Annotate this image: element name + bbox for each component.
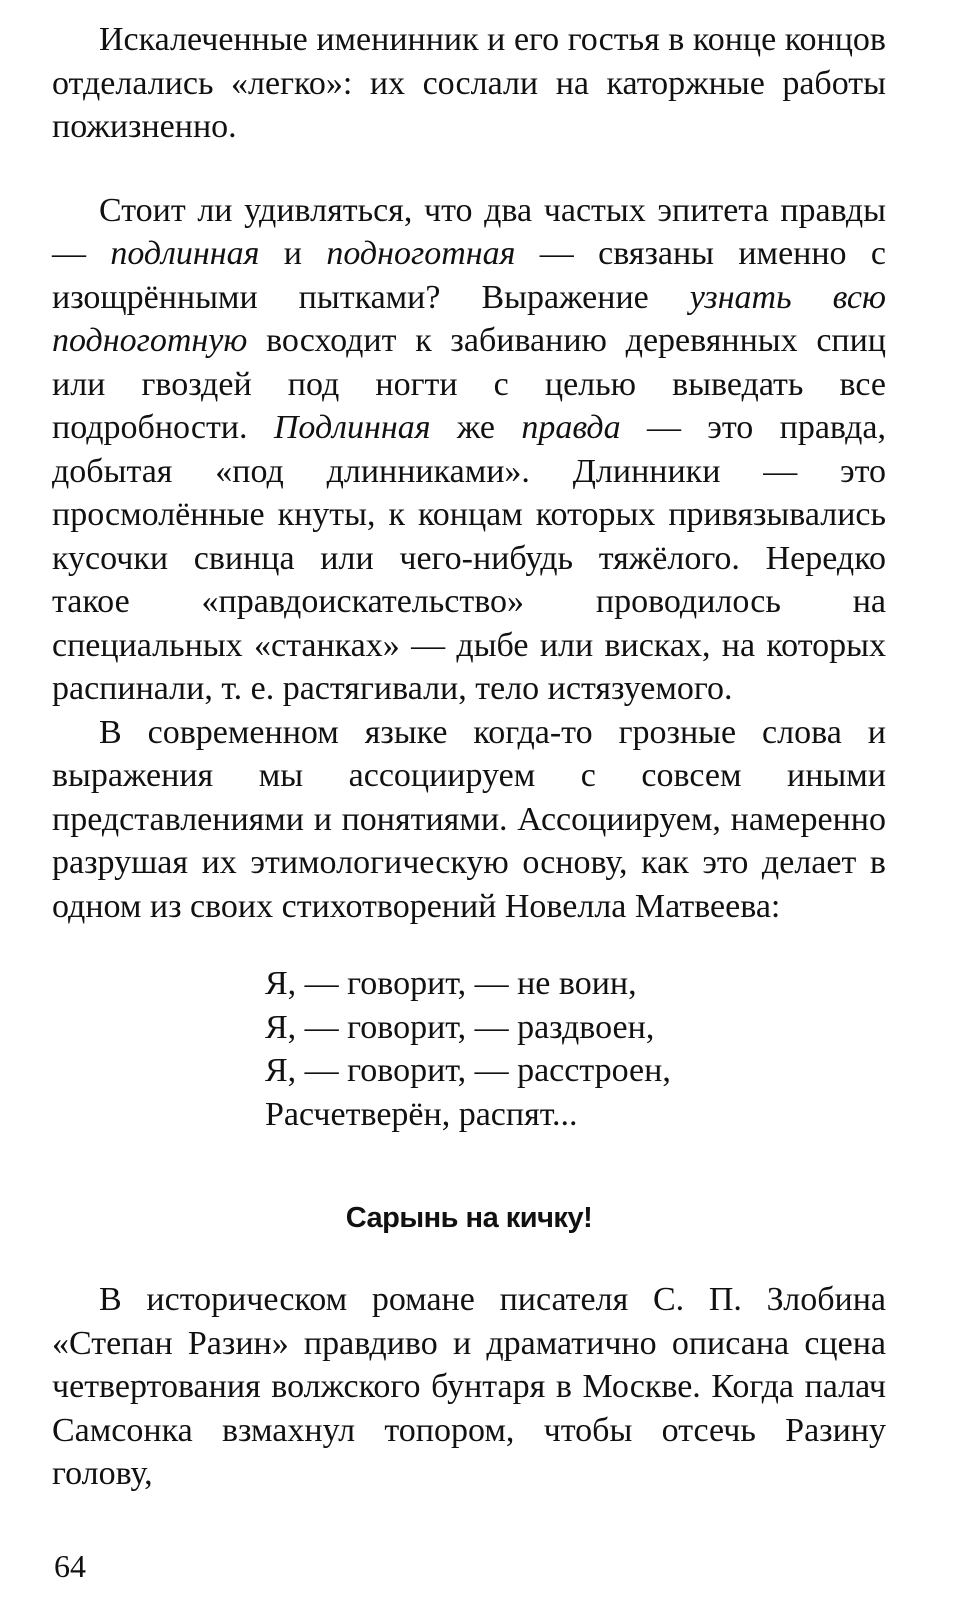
paragraph-4: В историческом романе писателя С. П. Злобина «Степан Разин» правдиво и драматично описана сцена четвертования волжского бунтаря в Москве. Когда палач Самсонка взмахнул топором, чтобы отсечь Разину голову, bbox=[52, 1281, 886, 1492]
term-uznat-vsyu-podnogotnuyu: узнать всю подноготную bbox=[52, 278, 886, 359]
paragraph-2-text-2: и bbox=[259, 235, 327, 272]
section-heading: Сарынь на кичку! bbox=[345, 1202, 593, 1234]
paragraph-2-text-5: же bbox=[430, 409, 522, 446]
term-podnogotnaya: подноготная bbox=[326, 235, 516, 272]
paragraph-2-text-3: — связаны именно с изощрёнными пытками? Выражение bbox=[52, 235, 886, 316]
term-podlinnaya: подлинная bbox=[110, 235, 260, 272]
paragraph-2-text-4: восходит к забиванию деревянных спиц или гвоздей под ногти с целью выведать все подробности. bbox=[52, 322, 886, 446]
paragraph-2-text-6: — это правда, добытая «под длинниками». Длинники — это просмолённые кнуты, к концам которых привязывались кусочки свинца или чего-нибудь тяжёлого. Нередко такое «правдоискательство» проводилось на специальных «станках» — дыбе или висках, на которых распинали, т. е. растягивали, тело истязуемого. bbox=[52, 409, 887, 707]
paragraph-2-text-1: Стоит ли удивляться, что два частых эпитета правды — bbox=[52, 191, 886, 272]
poem-quote bbox=[265, 962, 886, 1136]
term-pravda: правда bbox=[521, 409, 621, 446]
poem-line: Расчетверён, распят... bbox=[265, 1095, 578, 1133]
paragraph-2 bbox=[52, 189, 886, 711]
poem-line: Я, — говорит, — не воин, bbox=[265, 965, 637, 1002]
paragraph-3: В современном языке когда-то грозные слова и выражения мы ассоциируем с совсем иными представлениями и понятиями. Ассоциируем, намеренно разрушая их этимологическую основу, как это делает в одном из своих стихотворений Новелла Матвеева: bbox=[52, 713, 886, 925]
page-content bbox=[52, 18, 886, 1496]
term-podlinnaya-capital: Подлинная bbox=[273, 409, 431, 446]
poem-line: Я, — говорит, — расстроен, bbox=[265, 1052, 671, 1089]
paragraph-1: Искалеченные именинник и его гостья в конце концов отделались «легко»: их сослали на каторжные работы пожизненно. bbox=[52, 21, 886, 145]
poem-line: Я, — говорит, — раздвоен, bbox=[265, 1008, 655, 1046]
page-number: 64 bbox=[54, 1548, 86, 1584]
